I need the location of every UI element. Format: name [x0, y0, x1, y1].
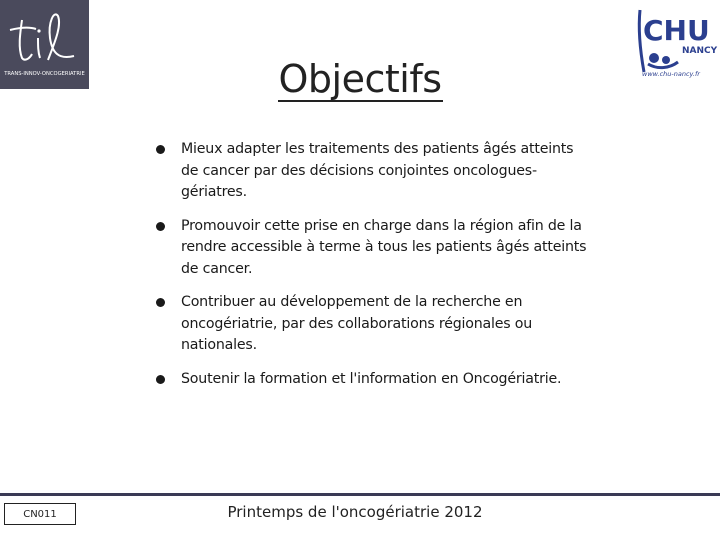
chu-logo-sub: NANCY — [682, 46, 718, 56]
chu-logo-url: www.chu-nancy.fr — [642, 70, 700, 78]
slide-code: CN011 — [23, 508, 57, 520]
til-logo-caption: TRANS-INNOV-ONCOGERIATRIE — [4, 71, 85, 77]
objective-text: Promouvoir cette prise en charge dans la région afin de la rendre accessible à terme à tous les patients âgés atteints de cancer. — [181, 217, 587, 277]
bullet-icon — [156, 222, 165, 231]
objectives-list — [152, 139, 592, 402]
list-item — [152, 292, 592, 357]
list-item — [152, 139, 592, 204]
footer-title: Printemps de l'oncogériatrie 2012 — [227, 503, 483, 521]
list-item — [152, 369, 592, 391]
objective-text: Mieux adapter les traitements des patients âgés atteints de cancer par des décisions conjointes oncologues-gériatres. — [181, 141, 574, 200]
objective-text: Contribuer au développement de la recherche en oncogériatrie, par des collaborations régionales ou nationales. — [181, 294, 533, 353]
objective-text: Soutenir la formation et l'information en Oncogériatrie. — [181, 370, 562, 387]
bullet-icon — [156, 145, 165, 154]
bullet-icon — [156, 375, 165, 384]
footer-divider — [0, 493, 720, 496]
chu-logo-main: CHU — [643, 14, 710, 47]
list-item — [152, 216, 592, 281]
bullet-icon — [156, 298, 165, 307]
slide-title-text: Objectifs — [278, 57, 442, 101]
slide-title — [0, 56, 720, 102]
